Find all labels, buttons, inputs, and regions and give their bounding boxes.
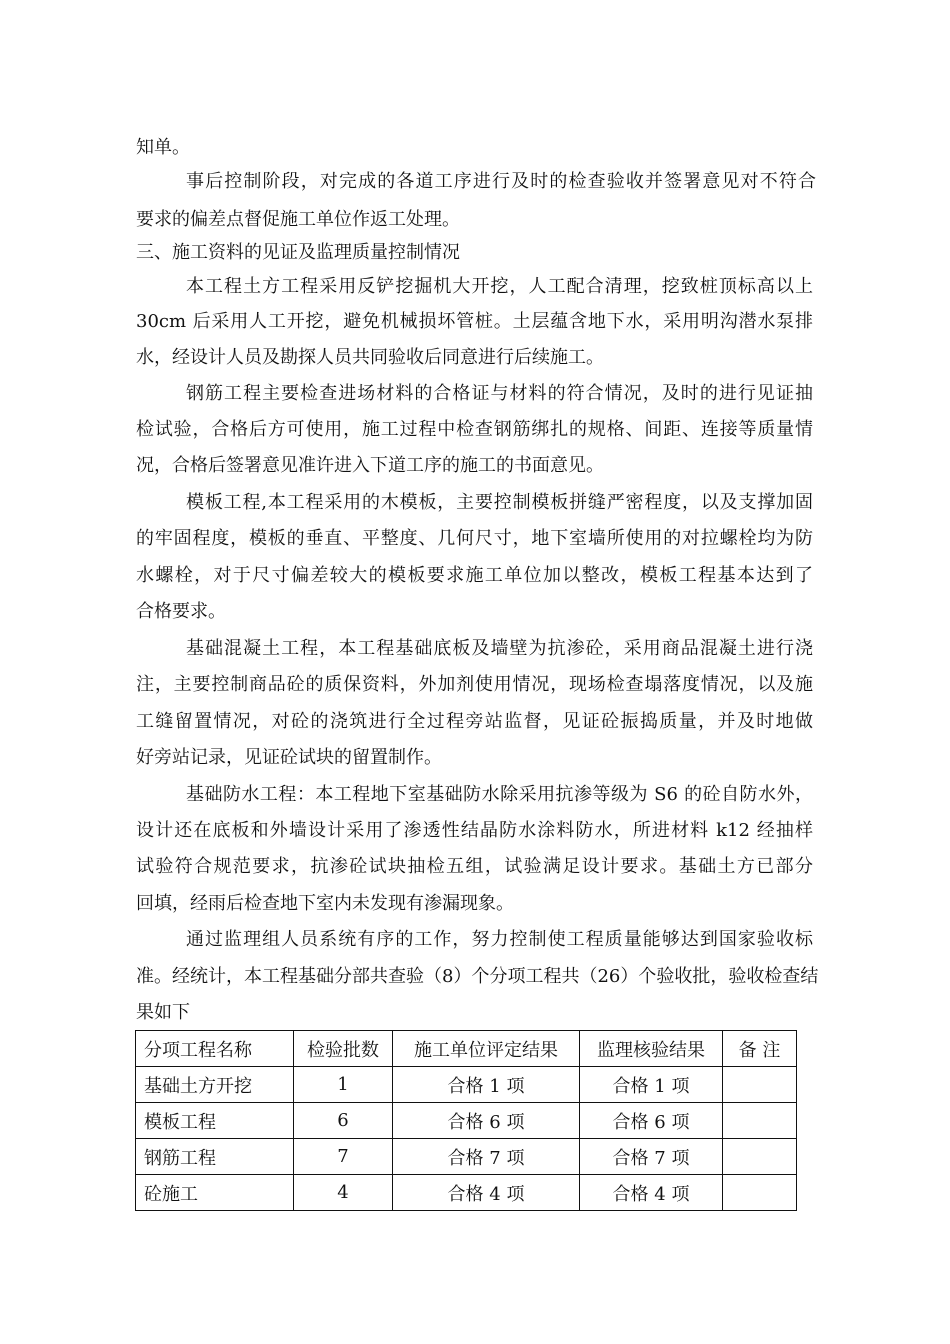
- table-row: [136, 1103, 797, 1139]
- table-header-row: [136, 1031, 797, 1067]
- text-line: 事后控制阶段，对完成的各道工序进行及时的检查验收并签署意见对不符合: [186, 171, 816, 192]
- cell-supervisor-result: 合格 4 项: [580, 1175, 723, 1211]
- text-line: 好旁站记录，见证砼试块的留置制作。: [136, 747, 442, 768]
- cell-batch-count: 7: [294, 1139, 393, 1175]
- text-line: 本工程土方工程采用反铲挖掘机大开挖，人工配合清理，挖致桩顶标高以上: [186, 276, 813, 297]
- cell-batch-count: 4: [294, 1175, 393, 1211]
- cell-batch-count: 1: [294, 1067, 393, 1103]
- text-line: 合格要求。: [136, 601, 226, 622]
- text-line: 检试验，合格后方可使用，施工过程中检查钢筋绑扎的规格、间距、连接等质量情: [136, 419, 813, 440]
- text-line: 钢筋工程主要检查进场材料的合格证与材料的符合情况，及时的进行见证抽: [186, 383, 813, 404]
- cell-batch-count: 6: [294, 1103, 393, 1139]
- text-line: 况，合格后签署意见准许进入下道工序的施工的书面意见。: [136, 455, 604, 476]
- text-line: 知单。: [136, 137, 190, 158]
- inspection-results-table: [135, 1030, 797, 1211]
- table-row: [136, 1175, 797, 1211]
- cell-item-name: 砼施工: [136, 1175, 294, 1211]
- text-line: 果如下: [136, 1002, 190, 1023]
- text-line: 工缝留置情况，对砼的浇筑进行全过程旁站监督，见证砼振捣质量，并及时地做: [136, 711, 813, 732]
- header-item-name: 分项工程名称: [136, 1031, 294, 1067]
- text-line: 水螺栓，对于尺寸偏差较大的模板要求施工单位加以整改，模板工程基本达到了: [136, 565, 813, 586]
- cell-contractor-result: 合格 6 项: [393, 1103, 580, 1139]
- text-line: 准。经统计，本工程基础分部共查验（8）个分项工程共（26）个验收批，验收检查结: [136, 966, 819, 987]
- header-contractor-result: 施工单位评定结果: [393, 1031, 580, 1067]
- header-batch-count: 检验批数: [294, 1031, 393, 1067]
- table-row: [136, 1139, 797, 1175]
- header-supervisor-result: 监理核验结果: [580, 1031, 723, 1067]
- text-line: 设计还在底板和外墙设计采用了渗透性结晶防水涂料防水，所进材料 k12 经抽样: [136, 820, 813, 841]
- cell-item-name: 模板工程: [136, 1103, 294, 1139]
- text-line: 基础防水工程：本工程地下室基础防水除采用抗渗等级为 S6 的砼自防水外，: [186, 784, 813, 805]
- cell-supervisor-result: 合格 6 项: [580, 1103, 723, 1139]
- header-remarks: 备 注: [723, 1031, 797, 1067]
- text-line: 三、施工资料的见证及监理质量控制情况: [136, 242, 460, 263]
- table-row: [136, 1067, 797, 1103]
- cell-item-name: 基础土方开挖: [136, 1067, 294, 1103]
- text-line: 模板工程,本工程采用的木模板，主要控制模板拼缝严密程度，以及支撑加固: [186, 492, 813, 513]
- cell-remarks: [723, 1139, 797, 1175]
- text-line: 试验符合规范要求，抗渗砼试块抽检五组，试验满足设计要求。基础土方已部分: [136, 856, 813, 877]
- text-line: 回填，经雨后检查地下室内未发现有渗漏现象。: [136, 893, 514, 914]
- text-line: 注，主要控制商品砼的质保资料，外加剂使用情况，现场检查塌落度情况，以及施: [136, 674, 813, 695]
- text-line: 30cm 后采用人工开挖，避免机械损坏管桩。土层蕴含地下水，采用明沟潜水泵排: [136, 311, 813, 332]
- cell-supervisor-result: 合格 1 项: [580, 1067, 723, 1103]
- cell-remarks: [723, 1067, 797, 1103]
- cell-contractor-result: 合格 4 项: [393, 1175, 580, 1211]
- text-line: 水，经设计人员及勘探人员共同验收后同意进行后续施工。: [136, 347, 604, 368]
- text-line: 的牢固程度，模板的垂直、平整度、几何尺寸，地下室墙所使用的对拉螺栓均为防: [136, 528, 813, 549]
- cell-remarks: [723, 1175, 797, 1211]
- cell-supervisor-result: 合格 7 项: [580, 1139, 723, 1175]
- cell-contractor-result: 合格 1 项: [393, 1067, 580, 1103]
- cell-contractor-result: 合格 7 项: [393, 1139, 580, 1175]
- cell-remarks: [723, 1103, 797, 1139]
- text-line: 基础混凝土工程，本工程基础底板及墙壁为抗渗砼，采用商品混凝土进行浇: [186, 638, 813, 659]
- text-line: 要求的偏差点督促施工单位作返工处理。: [136, 209, 460, 230]
- text-line: 通过监理组人员系统有序的工作，努力控制使工程质量能够达到国家验收标: [186, 929, 813, 950]
- cell-item-name: 钢筋工程: [136, 1139, 294, 1175]
